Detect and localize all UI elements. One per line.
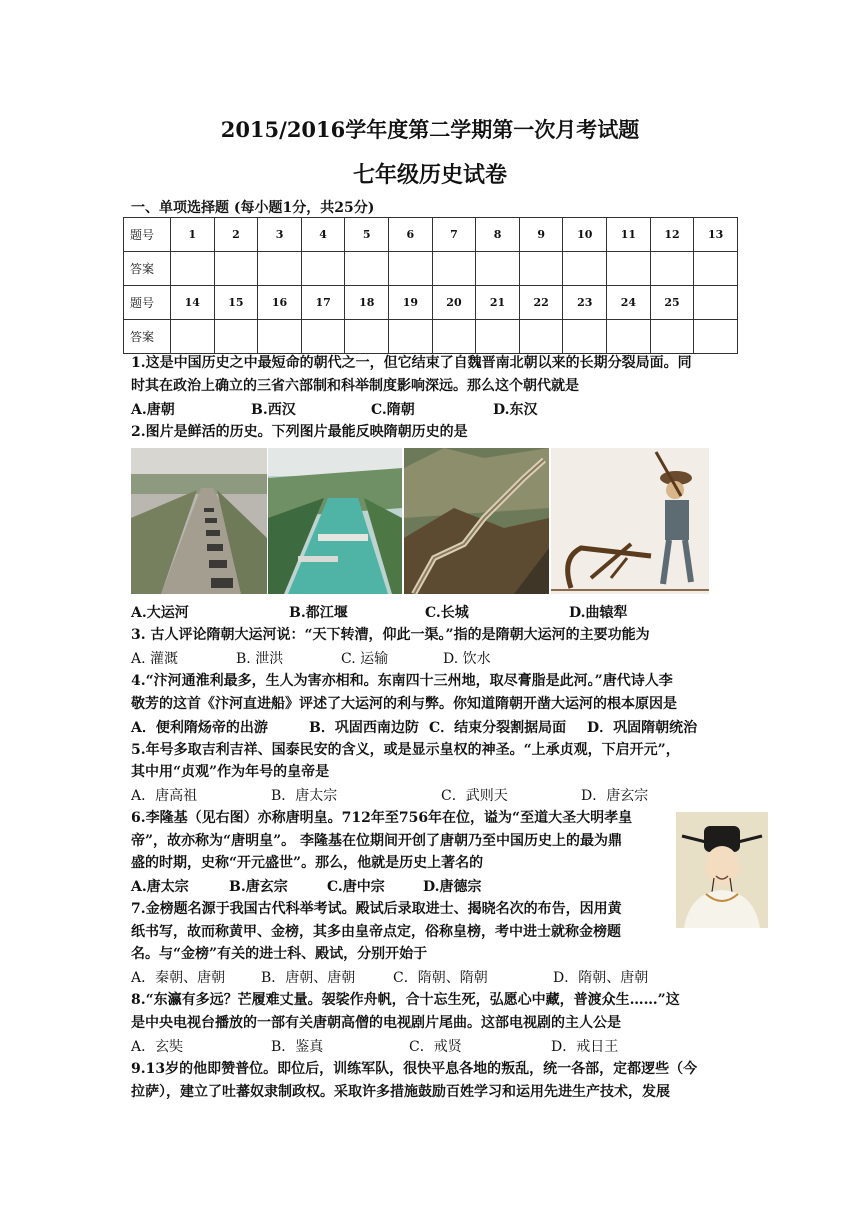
q6-text-line1: 6.李隆基（见右图）亦称唐明皇。712年至756年在位，谥为“至道大圣大明孝皇 (131, 810, 633, 826)
q4-text-line2: 敬芳的这首《汴河直进船》评述了大运河的利与弊。你知道隋朝开凿大运河的根本原因是 (131, 696, 677, 712)
grand-canal-image (131, 448, 267, 594)
q3-option-b[interactable]: B. 泄洪 (236, 651, 284, 667)
q6-text-line3: 盛的时期，史称“开元盛世”。那么，他就是历史上著名的 (131, 855, 484, 871)
answer-cell[interactable] (432, 320, 476, 354)
great-wall-picture (404, 448, 549, 594)
question-number: 12 (650, 218, 694, 252)
q7-text-line2: 纸书写，故而称黄甲、金榜，其多由皇帝点定，俗称皇榜，考中进士就称金榜题 (131, 924, 621, 940)
q9-text-line1: 9.13岁的他即赞普位。即位后，训练军队，很快平息各地的叛乱，统一各部，定都逻些（今 (131, 1061, 698, 1077)
answer-cell[interactable] (301, 252, 345, 286)
q3-option-d[interactable]: D. 饮水 (443, 651, 491, 667)
row-label: 答案 (124, 320, 171, 354)
answer-cell[interactable] (389, 252, 433, 286)
answer-cell[interactable] (563, 252, 607, 286)
question-number: 21 (476, 286, 520, 320)
answer-cell[interactable] (694, 320, 738, 354)
question-number (694, 286, 738, 320)
q2-text-line1: 2.图片是鲜活的历史。下列图片最能反映隋朝历史的是 (131, 424, 468, 440)
question-number: 25 (650, 286, 694, 320)
q5-option-d[interactable]: D．唐玄宗 (581, 788, 649, 804)
emperor-portrait-picture (676, 812, 768, 928)
answer-cell[interactable] (171, 320, 215, 354)
q7-text-line1: 7.金榜题名源于我国古代科举考试。殿试后录取进士、揭晓名次的布告，因用黄 (131, 901, 622, 917)
q8-option-d[interactable]: D．戒日王 (551, 1039, 619, 1055)
q1-option-b[interactable]: B.西汉 (251, 402, 296, 418)
question-number: 2 (214, 218, 258, 252)
question-number: 7 (432, 218, 476, 252)
answer-cell[interactable] (476, 252, 520, 286)
q8-option-a[interactable]: A．玄奘 (131, 1039, 184, 1055)
great-wall-image (404, 448, 549, 594)
question-number: 5 (345, 218, 389, 252)
q6-option-b[interactable]: B.唐玄宗 (229, 879, 288, 895)
question-number: 1 (171, 218, 215, 252)
answer-table (123, 217, 738, 354)
answer-cell[interactable] (607, 320, 651, 354)
question-number: 9 (519, 218, 563, 252)
dujiangyan-picture (268, 448, 402, 594)
q1-option-d[interactable]: D.东汉 (493, 402, 538, 418)
answer-cell[interactable] (301, 320, 345, 354)
q1-option-a[interactable]: A.唐朝 (131, 402, 175, 418)
answer-cell[interactable] (258, 252, 302, 286)
answer-cell[interactable] (650, 320, 694, 354)
q1-text-line1: 1.这是中国历史之中最短命的朝代之一，但它结束了自魏晋南北朝以来的长期分裂局面。同 (131, 355, 692, 371)
answer-cell[interactable] (519, 320, 563, 354)
question-number: 11 (607, 218, 651, 252)
q8-text-line2: 是中央电视台播放的一部有关唐朝高僧的电视剧片尾曲。这部电视剧的主人公是 (131, 1015, 621, 1031)
row-label: 题号 (124, 286, 171, 320)
answer-cell[interactable] (607, 252, 651, 286)
section-heading: 一、单项选择题 (每小题1分，共25分) (131, 200, 375, 216)
question-number: 20 (432, 286, 476, 320)
row-label: 题号 (124, 218, 171, 252)
plough-picture (551, 448, 709, 594)
q4-option-b[interactable]: B．巩固西南边防 (309, 720, 419, 736)
answer-cell[interactable] (519, 252, 563, 286)
question-number: 10 (563, 218, 607, 252)
answer-cell[interactable] (650, 252, 694, 286)
q2-option-a[interactable]: A.大运河 (131, 605, 189, 621)
q6-option-d[interactable]: D.唐德宗 (423, 879, 482, 895)
q5-option-a[interactable]: A．唐高祖 (131, 788, 198, 804)
q7-option-b[interactable]: B．唐朝、唐朝 (261, 970, 356, 986)
q4-option-d[interactable]: D．巩固隋朝统治 (587, 720, 698, 736)
table-row (124, 286, 738, 320)
question-number: 23 (563, 286, 607, 320)
q7-text-line3: 名。与“金榜”有关的进士科、殿试，分别开始于 (131, 946, 428, 962)
q4-option-a[interactable]: A．便利隋炀帝的出游 (131, 720, 268, 736)
exam-subtitle: 七年级历史试卷 (352, 162, 507, 188)
table-row (124, 252, 738, 286)
table-row (124, 320, 738, 354)
q8-option-b[interactable]: B．鉴真 (271, 1039, 324, 1055)
q3-option-c[interactable]: C. 运输 (341, 651, 389, 667)
q3-option-a[interactable]: A. 灌溉 (131, 651, 179, 667)
q4-text-line1: 4.“汴河通淮利最多，生人为害亦相和。东南四十三州地，取尽膏脂是此河。”唐代诗人李 (131, 673, 673, 689)
answer-cell[interactable] (432, 252, 476, 286)
q6-text-line2: 帝”，故亦称为“唐明皇”。 李隆基在位期间开创了唐朝乃至中国历史上的最为鼎 (131, 833, 623, 849)
q7-option-d[interactable]: D．隋朝、唐朝 (553, 970, 649, 986)
answer-cell[interactable] (345, 320, 389, 354)
q5-option-c[interactable]: C．武则天 (441, 788, 508, 804)
q4-option-c[interactable]: C．结束分裂割据局面 (429, 720, 567, 736)
row-label: 答案 (124, 252, 171, 286)
q5-option-b[interactable]: B．唐太宗 (271, 788, 338, 804)
answer-cell[interactable] (694, 252, 738, 286)
q2-option-c[interactable]: C.长城 (425, 605, 469, 621)
q2-option-d[interactable]: D.曲辕犁 (569, 605, 628, 621)
question-number: 4 (301, 218, 345, 252)
answer-cell[interactable] (171, 252, 215, 286)
q7-option-c[interactable]: C．隋朝、隋朝 (393, 970, 488, 986)
answer-cell[interactable] (389, 320, 433, 354)
answer-cell[interactable] (214, 252, 258, 286)
answer-cell[interactable] (563, 320, 607, 354)
q3-text-line1: 3. 古人评论隋朝大运河说：“天下转漕，仰此一渠。”指的是隋朝大运河的主要功能为 (131, 627, 650, 643)
curved-plough-image (551, 448, 709, 594)
question-number: 18 (345, 286, 389, 320)
q1-text-line2: 时其在政治上确立的三省六部制和科举制度影响深远。那么这个朝代就是 (131, 378, 579, 394)
question-number: 13 (694, 218, 738, 252)
answer-cell[interactable] (345, 252, 389, 286)
answer-cell[interactable] (258, 320, 302, 354)
q5-text-line2: 其中用“贞观”作为年号的皇帝是 (131, 764, 330, 780)
question-number: 16 (258, 286, 302, 320)
li-longji-portrait (676, 812, 768, 928)
answer-cell[interactable] (476, 320, 520, 354)
q8-text-line1: 8.“东瀛有多远？芒履难丈量。袈裟作舟帆，合十忘生死，弘愿心中藏，普渡众生……”这 (131, 992, 680, 1008)
question-number: 22 (519, 286, 563, 320)
question-number: 17 (301, 286, 345, 320)
table-row (124, 218, 738, 252)
question-number: 6 (389, 218, 433, 252)
question-number: 8 (476, 218, 520, 252)
q1-option-c[interactable]: C.隋朝 (371, 402, 415, 418)
q2-option-b[interactable]: B.都江堰 (289, 605, 348, 621)
q7-option-a[interactable]: A．秦朝、唐朝 (131, 970, 226, 986)
question-number: 19 (389, 286, 433, 320)
question-number: 14 (171, 286, 215, 320)
question-number: 15 (214, 286, 258, 320)
q9-text-line2: 拉萨），建立了吐蕃奴隶制政权。采取许多措施鼓励百姓学习和运用先进生产技术，发展 (131, 1084, 670, 1100)
dujiangyan-image (268, 448, 402, 594)
answer-cell[interactable] (214, 320, 258, 354)
q8-option-c[interactable]: C．戒贤 (409, 1039, 462, 1055)
canal-picture (131, 448, 267, 594)
q5-text-line1: 5.年号多取吉利吉祥、国泰民安的含义，或是显示皇权的神圣。“上承贞观，下启开元”， (131, 742, 680, 758)
q6-option-a[interactable]: A.唐太宗 (131, 879, 189, 895)
exam-title: 2015/2016学年度第二学期第一次月考试题 (220, 117, 640, 142)
question-number: 24 (607, 286, 651, 320)
q6-option-c[interactable]: C.唐中宗 (327, 879, 385, 895)
question-number: 3 (258, 218, 302, 252)
